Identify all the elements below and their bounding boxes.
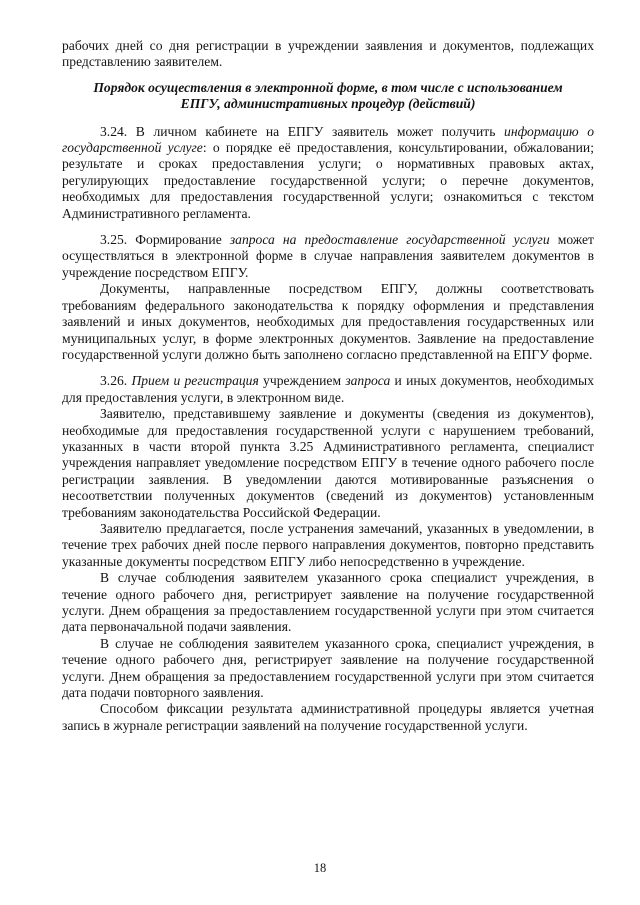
paragraph-3-26-body: и иных документов, необходимых для предоставления услуги, в электронном виде.: [62, 373, 594, 405]
paragraph-3-24-body: : о порядке её предоставления, консультировании, обжаловании; результате и сроках предоставления услуги; о нормативных правовых актах, регулирующих предоставление государственной услуги; о перечне документов, необходимых для предоставления государственной услуги; ознакомиться с текстом Административного регламента.: [62, 140, 594, 221]
paragraph-3-25-lead: 3.25. Формирование: [100, 232, 230, 248]
paragraph-3-26: [62, 373, 594, 406]
paragraph-3-25: [62, 232, 594, 281]
paragraph-3-25-body: может осуществляться в электронной форме в случае направления заявителем документов в учреждение посредством ЕПГУ.: [62, 232, 594, 280]
paragraph-3-25-emphasis: запроса на предоставление государственной услуги: [229, 232, 550, 248]
paragraph-3-26-notice: Заявителю, представившему заявление и документы (сведения из документов), необходимые для предоставления государственной услуги с нарушением требований, указанных в части второй пункта 3.25 Административного регламента, специалист учреждения направляет уведомление посредством ЕПГУ в течение одного рабочего после регистрации заявления. В уведомлении даются мотивированные разъяснения о несоответствии полученных документов (сведений из документов) установленным требованиям законодательства Российской Федерации.: [62, 406, 594, 520]
paragraph-3-26-late: В случае не соблюдения заявителем указанного срока, специалист учреждения, в течение одного рабочего дня, регистрирует заявление на получение государственной услуги. Днем обращения за предоставлением государственной услуги при этом считается дата подачи повторного заявления.: [62, 635, 594, 701]
paragraph-3-26-fix: Заявителю предлагается, после устранения замечаний, указанных в уведомлении, в течение трех рабочих дней после первого направления документов, повторно представить указанные документы посредством ЕПГУ либо непосредственно в учреждение.: [62, 520, 594, 569]
page-number: 18: [313, 861, 327, 875]
paragraph-3-24-emphasis: информацию о государственной услуге: [62, 123, 595, 156]
paragraph-3-26-on-time: В случае соблюдения заявителем указанного срока специалист учреждения, в течение одного рабочего дня, регистрирует заявление на получение государственной услуги. Днем обращения за предоставлением государственной услуги при этом считается дата первоначальной подачи заявления.: [62, 570, 594, 635]
paragraph-3-24-lead: 3.24. В личном кабинете на ЕПГУ заявитель может получить: [100, 123, 505, 139]
paragraph-3-26-emphasis-request: запроса: [345, 373, 391, 389]
paragraph-3-25-documents: Документы, направленные посредством ЕПГУ, должны соответствовать требованиям федерального законодательства к порядку оформления и представления заявлений и иных документов, необходимых для предоставления государственных или муниципальных услуг, в форме электронных документов. Заявление на предоставление государственной услуги должно быть заполнено согласно представленной на ЕПГУ форме.: [62, 281, 594, 362]
section-title: Порядок осуществления в электронной форме, в том числе с использованием ЕПГУ, административных процедур (действий): [93, 79, 563, 112]
paragraph-3-24: [62, 124, 594, 222]
paragraph-3-26-record: Способом фиксации результата административной процедуры является учетная запись в журнале регистрации заявлений на получение государственной услуги.: [62, 701, 594, 733]
paragraph-3-26-lead: 3.26.: [100, 373, 132, 389]
paragraph-3-26-emphasis-reception: Прием и регистрация: [131, 373, 259, 389]
intro-paragraph: рабочих дней со дня регистрации в учреждении заявления и документов, подлежащих представлению заявителем.: [62, 38, 594, 70]
paragraph-3-26-connector: учреждением: [258, 373, 346, 389]
